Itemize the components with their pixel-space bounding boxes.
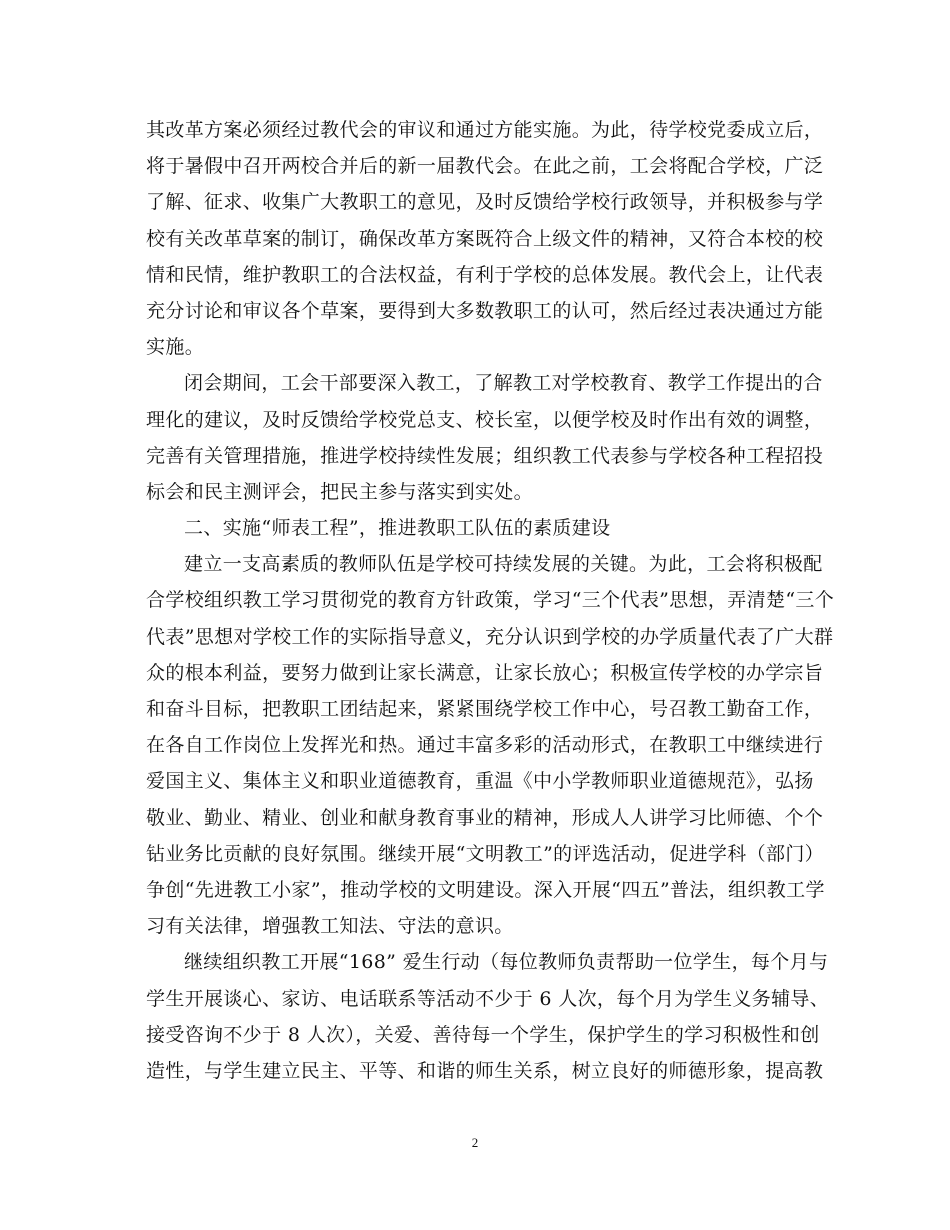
text-line: 代表”思想对学校工作的实际指导意义，充分认识到学校的办学质量代表了广大群	[146, 625, 834, 648]
text-line: 接受咨询不少于 8 人次），关爱、善待每一个学生，保护学生的学习积极性和创	[146, 1023, 820, 1046]
text-line: 情和民情，维护教职工的合法权益，有利于学校的总体发展。教代会上，让代表	[146, 263, 824, 286]
text-line: 争创“先进教工小家”，推动学校的文明建设。深入开展“四五”普法，组织教工学	[146, 878, 825, 901]
section-heading-2	[146, 510, 801, 546]
page-number: 2	[471, 1135, 479, 1150]
text-line: 闭会期间，工会干部要深入教工，了解教工对学校教育、教学工作提出的合	[184, 372, 823, 395]
text-line: 合学校组织教工学习贯彻党的教育方针政策，学习“三个代表”思想，弄清楚“三个	[146, 589, 835, 612]
text-line: 标会和民主测评会，把民主参与落实到实处。	[146, 480, 534, 503]
text-line: 在各自工作岗位上发挥光和热。通过丰富多彩的活动形式，在教职工中继续进行	[146, 734, 824, 757]
text-line: 造性，与学生建立民主、平等、和谐的师生关系，树立良好的师德形象，提高教	[146, 1059, 824, 1082]
document-body	[146, 112, 835, 1089]
text-line: 充分讨论和审议各个草案，要得到大多数教职工的认可，然后经过表决通过方能	[146, 299, 824, 322]
text-line: 习有关法律，增强教工知法、守法的意识。	[146, 915, 514, 938]
text-line: 爱国主义、集体主义和职业道德教育，重温《中小学教师职业道德规范》，弘扬	[146, 770, 814, 793]
text-line: 二、实施“师表工程”，推进教职工队伍的素质建设	[184, 517, 611, 540]
text-line: 继续组织教工开展“168” 爱生行动（每位教师负责帮助一位学生，每个月与	[184, 951, 829, 974]
paragraph-recess-period	[146, 365, 824, 510]
text-line: 和奋斗目标，把教职工团结起来，紧紧围绕学校工作中心，号召教工勤奋工作，	[146, 698, 824, 720]
text-line: 敬业、勤业、精业、创业和献身教育事业的精神，形成人人讲学习比师德、个个	[146, 806, 824, 829]
text-line: 校有关改革草案的制订，确保改革方案既符合上级文件的精神，又符合本校的校	[146, 227, 824, 250]
paragraph-congress-review	[146, 112, 824, 365]
text-line: 学生开展谈心、家访、电话联系等活动不少于 6 人次，每个月为学生义务辅导、	[146, 987, 830, 1010]
text-line: 众的根本利益，要努力做到让家长满意，让家长放心；积极宣传学校的办学宗旨	[146, 661, 824, 684]
text-line: 钻业务比贡献的良好氛围。继续开展“文明教工”的评选活动，促进学科（部门）	[146, 842, 825, 865]
text-line: 其改革方案必须经过教代会的审议和通过方能实施。为此，待学校党委成立后，	[146, 119, 824, 141]
paragraph-168-activity	[146, 944, 830, 1089]
text-line: 实施。	[146, 336, 205, 359]
text-line: 将于暑假中召开两校合并后的新一届教代会。在此之前，工会将配合学校，广泛	[146, 155, 824, 178]
text-line: 完善有关管理措施，推进学校持续性发展；组织教工代表参与学校各种工程招投	[146, 444, 824, 467]
text-line: 建立一支高素质的教师队伍是学校可持续发展的关键。为此，工会将积极配	[184, 553, 823, 576]
text-line: 了解、征求、收集广大教职工的意见，及时反馈给学校行政领导，并积极参与学	[146, 191, 824, 214]
text-line: 理化的建议，及时反馈给学校党总支、校长室，以便学校及时作出有效的调整，	[146, 408, 824, 431]
paragraph-teacher-quality	[146, 546, 835, 944]
